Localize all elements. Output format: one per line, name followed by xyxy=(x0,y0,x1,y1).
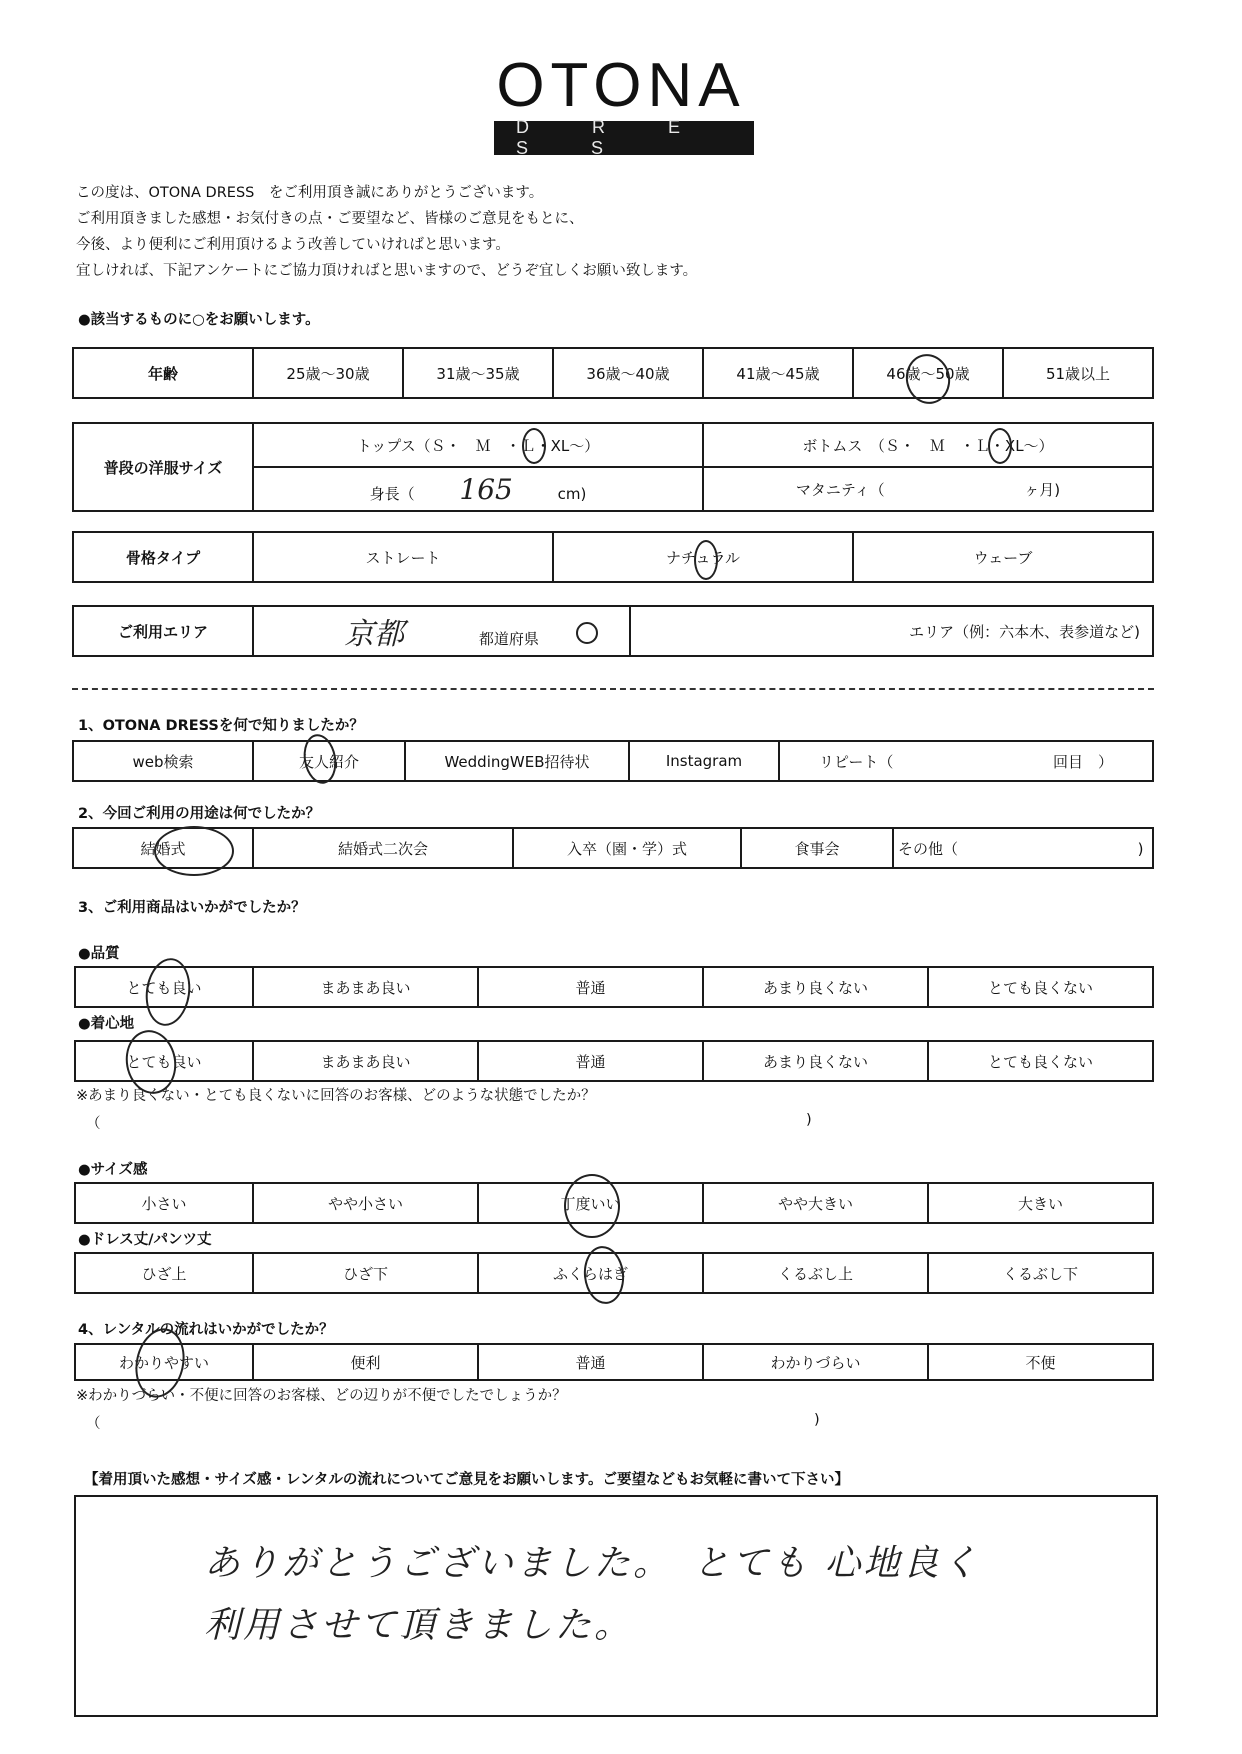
body-type-option[interactable]: ウェーブ xyxy=(853,532,1153,582)
length-option[interactable]: ひざ上 xyxy=(75,1253,253,1293)
comfort-note: ※あまり良くない・とても良くないに回答のお客様、どのような状態でしたか？ xyxy=(76,1088,596,1104)
quality-label: ●品質 xyxy=(78,946,120,962)
comfort-option[interactable]: あまり良くない xyxy=(703,1041,928,1081)
size-label: 普段の洋服サイズ xyxy=(73,423,253,511)
prefecture-suffix: 都道府県 xyxy=(478,630,539,648)
length-option[interactable]: くるぶし上 xyxy=(703,1253,928,1293)
fit-option[interactable]: やや小さい xyxy=(253,1183,478,1223)
comment-title: 【着用頂いた感想・サイズ感・レンタルの流れについてご意見をお願いします。ご要望などもお気軽に書いて下さい】 xyxy=(84,1472,849,1488)
comfort-option[interactable]: まあまあ良い xyxy=(253,1041,478,1081)
section-divider xyxy=(72,688,1154,690)
body-type-label: 骨格タイプ xyxy=(73,532,253,582)
comfort-option[interactable]: 普通 xyxy=(478,1041,703,1081)
age-option[interactable]: 41歳～45歳 xyxy=(703,348,853,398)
q2-other-suffix: ) xyxy=(1137,839,1144,858)
age-option[interactable]: 46歳～50歳 xyxy=(853,348,1003,398)
tops-size[interactable]: トップス（Ｓ・ Ｍ ・Ｌ・XL～） xyxy=(253,423,703,467)
intro-line: 今後、より便利にご利用頂けるよう改善していければと思います。 xyxy=(76,237,510,253)
prefecture-field[interactable] xyxy=(253,606,630,656)
q4-title: 4、レンタルの流れはいかがでしたか？ xyxy=(78,1322,334,1338)
q4-table xyxy=(74,1343,1154,1381)
body-type-option[interactable]: ストレート xyxy=(253,532,553,582)
q4-option[interactable]: わかりやすい xyxy=(75,1344,253,1380)
comfort-note-close: ) xyxy=(806,1112,812,1128)
intro-line: この度は、OTONA DRESS をご利用頂き誠にありがとうございます。 xyxy=(76,185,544,201)
comment-box[interactable] xyxy=(74,1495,1158,1717)
q1-repeat-suffix: 回目 ） xyxy=(1052,752,1113,771)
prefecture-value: 京都 xyxy=(344,617,405,652)
length-option[interactable]: ひざ下 xyxy=(253,1253,478,1293)
comment-line: ありがとうございました。 とても 心地良く xyxy=(204,1543,981,1584)
bottoms-size[interactable]: ボトムス （Ｓ・ Ｍ ・Ｌ・XL～） xyxy=(703,423,1153,467)
q1-title: 1、OTONA DRESSを何で知りましたか？ xyxy=(78,718,364,734)
intro-line: 宜しければ、下記アンケートにご協力頂ければと思いますので、どうぞ宜しくお願い致します。 xyxy=(76,263,698,279)
size-table xyxy=(72,422,1154,512)
logo-subtitle: D R E S S xyxy=(494,121,754,155)
body-type-table xyxy=(72,531,1154,583)
q4-note: ※わかりづらい・不便に回答のお客様、どの辺りが不便でしたでしょうか？ xyxy=(76,1388,567,1404)
comfort-table xyxy=(74,1040,1154,1082)
age-label: 年齢 xyxy=(73,348,253,398)
q2-option[interactable]: 入卒（園・学）式 xyxy=(513,828,741,868)
comfort-option[interactable]: とても良くない xyxy=(928,1041,1153,1081)
q1-repeat-field[interactable] xyxy=(779,741,1153,781)
age-option[interactable]: 25歳～30歳 xyxy=(253,348,403,398)
area-example[interactable]: エリア（例：六本木、表参道など) xyxy=(630,606,1153,656)
q1-repeat-prefix: リピート（ xyxy=(819,752,894,771)
intro-line: ご利用頂きました感想・お気付きの点・ご要望など、皆様のご意見をもとに、 xyxy=(76,211,584,227)
quality-option[interactable]: まあまあ良い xyxy=(253,967,478,1007)
age-table xyxy=(72,347,1154,399)
q3-title: 3、ご利用商品はいかがでしたか？ xyxy=(78,900,306,916)
q4-note-close: ) xyxy=(814,1412,820,1428)
q4-option[interactable]: 不便 xyxy=(928,1344,1153,1380)
area-label: ご利用エリア xyxy=(73,606,253,656)
q1-option[interactable]: Instagram xyxy=(629,741,779,781)
comment-line: 利用させて頂きました。 xyxy=(204,1605,634,1646)
comfort-note-open: （ xyxy=(86,1116,101,1132)
age-option[interactable]: 31歳～35歳 xyxy=(403,348,553,398)
quality-option[interactable]: とても良くない xyxy=(928,967,1153,1007)
age-option[interactable]: 36歳～40歳 xyxy=(553,348,703,398)
length-label: ●ドレス丈/パンツ丈 xyxy=(78,1232,212,1248)
height-prefix: 身長（ xyxy=(369,484,415,503)
area-table xyxy=(72,605,1154,657)
comfort-label: ●着心地 xyxy=(78,1016,135,1032)
quality-option[interactable]: 普通 xyxy=(478,967,703,1007)
q1-table xyxy=(72,740,1154,782)
maternity-suffix: ヶ月) xyxy=(1024,480,1061,499)
quality-option[interactable]: とても良い xyxy=(75,967,253,1007)
q4-option[interactable]: 普通 xyxy=(478,1344,703,1380)
quality-option[interactable]: あまり良くない xyxy=(703,967,928,1007)
section-intro: ●該当するものに○をお願いします。 xyxy=(78,312,320,328)
height-field[interactable] xyxy=(253,467,703,511)
fit-option[interactable]: 小さい xyxy=(75,1183,253,1223)
q2-other-field[interactable] xyxy=(893,828,1153,868)
q2-title: 2、今回ご利用の用途は何でしたか？ xyxy=(78,806,321,822)
quality-table xyxy=(74,966,1154,1008)
comfort-option[interactable]: とても良い xyxy=(75,1041,253,1081)
height-suffix: cm) xyxy=(557,484,587,503)
q1-option[interactable]: 友人紹介 xyxy=(253,741,405,781)
q2-table xyxy=(72,827,1154,869)
maternity-prefix: マタニティ（ xyxy=(795,480,885,499)
fit-table xyxy=(74,1182,1154,1224)
q1-option[interactable]: WeddingWEB招待状 xyxy=(405,741,629,781)
intro-text xyxy=(76,180,697,284)
q4-option[interactable]: 便利 xyxy=(253,1344,478,1380)
q4-option[interactable]: わかりづらい xyxy=(703,1344,928,1380)
logo-title: OTONA xyxy=(496,51,746,120)
maternity-field[interactable] xyxy=(703,467,1153,511)
q2-option[interactable]: 結婚式 xyxy=(73,828,253,868)
length-option[interactable]: くるぶし下 xyxy=(928,1253,1153,1293)
q2-option[interactable]: 結婚式二次会 xyxy=(253,828,513,868)
q2-option[interactable]: 食事会 xyxy=(741,828,893,868)
length-table xyxy=(74,1252,1154,1294)
q4-note-open: （ xyxy=(86,1416,101,1432)
fit-label: ●サイズ感 xyxy=(78,1162,148,1178)
body-type-option[interactable]: ナチュラル xyxy=(553,532,853,582)
length-option[interactable]: ふくらはぎ xyxy=(478,1253,703,1293)
fit-option[interactable]: 大きい xyxy=(928,1183,1153,1223)
height-value: 165 xyxy=(459,472,513,506)
q1-option[interactable]: web検索 xyxy=(73,741,253,781)
age-option[interactable]: 51歳以上 xyxy=(1003,348,1153,398)
fit-option[interactable]: やや大きい xyxy=(703,1183,928,1223)
q2-other-prefix: その他（ xyxy=(898,839,959,858)
fit-option[interactable]: 丁度いい xyxy=(478,1183,703,1223)
